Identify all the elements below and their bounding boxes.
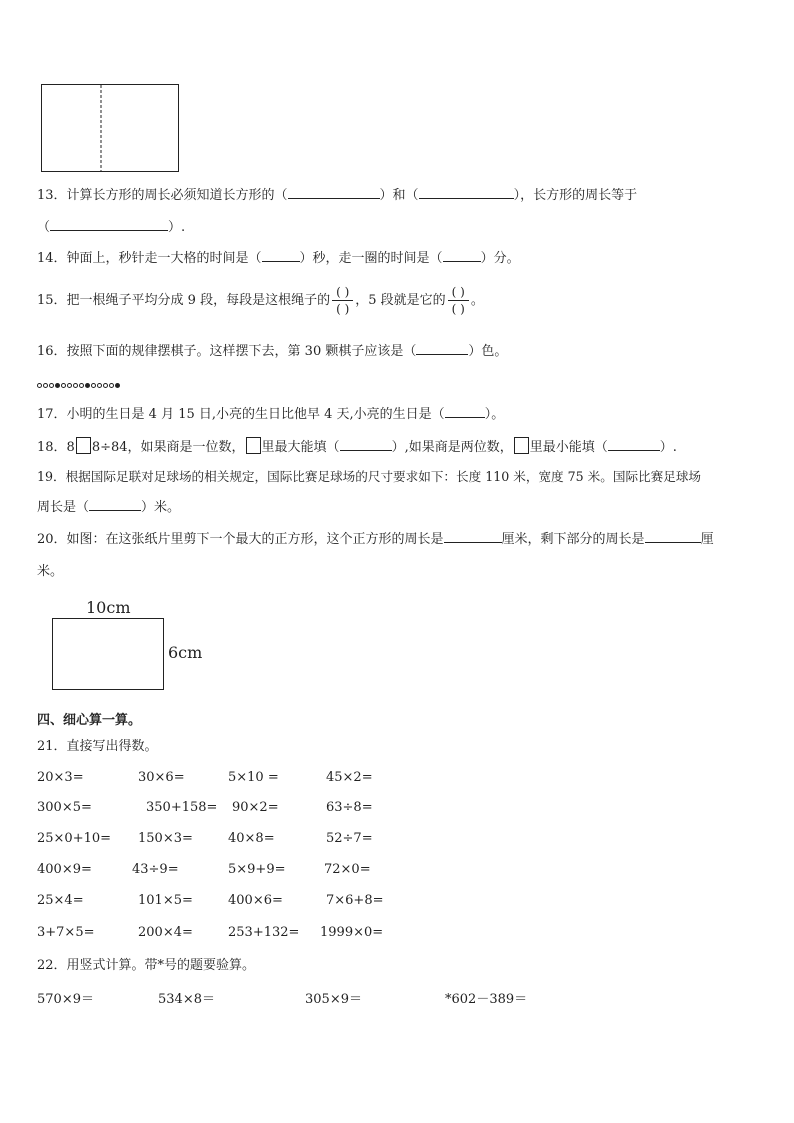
question-14 <box>37 249 520 268</box>
calc-item: 72×0= <box>324 862 371 877</box>
q18-box-1[interactable] <box>76 437 91 454</box>
calc-item: 43÷9= <box>132 862 179 877</box>
section-4-title: 四、细心算一算。 <box>37 713 142 728</box>
white-piece-icon <box>73 383 78 388</box>
q20-line2: 米。 <box>37 564 64 579</box>
q16-blank[interactable] <box>416 342 468 355</box>
q15-fraction-2[interactable] <box>448 284 469 317</box>
calc-item: 5×9+9= <box>228 862 286 877</box>
q18-blank-2[interactable] <box>608 438 660 451</box>
q15-text-a: 15．把一根绳子平均分成 9 段，每段是这根绳子的 <box>37 293 331 308</box>
calc-item: 200×4= <box>138 925 193 940</box>
q18-box-2[interactable] <box>246 437 261 454</box>
calc-item: 30×6= <box>138 770 185 785</box>
vertical-calc-item: 570×9＝ <box>37 992 94 1007</box>
white-piece-icon <box>91 383 96 388</box>
q15-text-b: ，5 段就是它的 <box>355 293 446 308</box>
q18-text-a: 18．8 <box>37 440 75 455</box>
question-13 <box>37 186 637 205</box>
question-17 <box>37 405 504 424</box>
white-piece-icon <box>79 383 84 388</box>
q15-frac1-bottom: ( ) <box>336 302 350 316</box>
calc-item: 63÷8= <box>326 800 373 815</box>
vertical-calc-item: 534×8＝ <box>158 992 215 1007</box>
question-20-line2 <box>37 563 63 581</box>
q16-text-b: ）色。 <box>468 344 508 359</box>
q18-text-c: 里最大能填（ <box>261 440 340 455</box>
q15-frac2-bottom: ( ) <box>451 302 465 316</box>
q14-text-a: 14．钟面上，秒针走一大格的时间是（ <box>37 251 262 266</box>
white-piece-icon <box>43 383 48 388</box>
vertical-calc-item: *602－389＝ <box>445 992 528 1007</box>
calc-item: 40×8= <box>228 831 275 846</box>
q17-text-b: ）。 <box>484 407 505 422</box>
height-label: 6cm <box>168 643 203 662</box>
q19-text-a: 周长是（ <box>37 500 90 515</box>
q13-text-c: ），长方形的周长等于 <box>513 188 638 203</box>
chess-piece-pattern <box>37 375 121 387</box>
q14-text-b: ）秒，走一圈的时间是（ <box>299 251 443 266</box>
q18-text-e: 里最小能填（ <box>529 440 608 455</box>
q20-text-a: 20．如图：在这张纸片里剪下一个最大的正方形，这个正方形的周长是 <box>37 532 444 547</box>
vertical-calc-item: 305×9＝ <box>305 992 362 1007</box>
q15-text-c: 。 <box>470 293 484 308</box>
calc-item: 25×4= <box>37 893 84 908</box>
black-piece-icon <box>55 383 60 388</box>
question-18 <box>37 437 677 457</box>
q17-blank[interactable] <box>445 405 485 418</box>
calc-item: 253+132= <box>228 925 300 940</box>
width-label: 10cm <box>86 598 131 617</box>
q15-frac2-top: ( ) <box>448 284 469 301</box>
calc-item: 350+158= <box>146 800 218 815</box>
q14-blank-1[interactable] <box>262 249 300 262</box>
white-piece-icon <box>67 383 72 388</box>
q17-text: 17．小明的生日是 4 月 15 日,小亮的生日比他早 4 天,小亮的生日是（ <box>37 407 445 422</box>
q13-text-a: 13．计算长方形的周长必须知道长方形的（ <box>37 188 288 203</box>
calc-item: 20×3= <box>37 770 84 785</box>
q13-text-b: ）和（ <box>379 188 419 203</box>
white-piece-icon <box>37 383 42 388</box>
black-piece-icon <box>85 383 90 388</box>
q18-text-f: ）. <box>659 440 677 455</box>
calc-item: 1999×0= <box>320 925 384 940</box>
rectangle-figure <box>52 598 212 693</box>
white-piece-icon <box>109 383 114 388</box>
calc-item: 150×3= <box>138 831 193 846</box>
q13-blank-1[interactable] <box>288 186 380 199</box>
calc-item: 400×9= <box>37 862 92 877</box>
calc-item: 90×2= <box>232 800 279 815</box>
paper-outline <box>42 85 179 172</box>
white-piece-icon <box>61 383 66 388</box>
folded-paper-figure <box>41 84 178 172</box>
white-piece-icon <box>103 383 108 388</box>
folded-paper-svg <box>41 84 180 174</box>
q18-text-d: ）,如果商是两位数， <box>391 440 513 455</box>
q14-blank-2[interactable] <box>443 249 481 262</box>
q14-text-c: ）分。 <box>480 251 520 266</box>
q15-frac1-top: ( ) <box>332 284 353 301</box>
white-piece-icon <box>97 383 102 388</box>
calc-item: 300×5= <box>37 800 92 815</box>
calc-item: 45×2= <box>326 770 373 785</box>
calc-item: 400×6= <box>228 893 283 908</box>
question-19 <box>37 468 701 486</box>
q15-fraction-1[interactable] <box>332 284 353 317</box>
q13-text-e: ）. <box>168 220 186 235</box>
question-13-line2 <box>37 218 185 237</box>
calc-item: 3+7×5= <box>37 925 95 940</box>
question-16 <box>37 342 507 361</box>
black-piece-icon <box>115 383 120 388</box>
question-19-line2 <box>37 498 180 517</box>
q19-line1: 19．根据国际足联对足球场的相关规定，国际比赛足球场的尺寸要求如下：长度 110 米，宽度 75 米。国际比赛足球场 <box>37 469 702 484</box>
calc-item: 25×0+10= <box>37 831 112 846</box>
question-15 <box>37 284 484 317</box>
q20-blank-2[interactable] <box>645 530 701 543</box>
q13-text-d: （ <box>37 220 51 235</box>
q20-text-c: 厘 <box>700 532 714 547</box>
q19-blank[interactable] <box>89 498 141 511</box>
q16-text-a: 16．按照下面的规律摆棋子。这样摆下去，第 30 颗棋子应该是（ <box>37 344 417 359</box>
calc-item: 5×10 = <box>228 770 279 785</box>
calc-item: 52÷7= <box>326 831 373 846</box>
q20-blank-1[interactable] <box>444 530 502 543</box>
question-22-title: 22．用竖式计算。带*号的题要验算。 <box>37 958 256 973</box>
rectangle-shape <box>52 618 164 690</box>
calc-item: 101×5= <box>138 893 193 908</box>
calc-item: 7×6+8= <box>326 893 384 908</box>
white-piece-icon <box>49 383 54 388</box>
q13-blank-2[interactable] <box>419 186 514 199</box>
question-21-title: 21．直接写出得数。 <box>37 739 158 754</box>
q18-blank-1[interactable] <box>340 438 392 451</box>
q19-text-b: ）米。 <box>141 500 181 515</box>
q18-text-b: 8÷84，如果商是一位数， <box>91 440 245 455</box>
q20-text-b: 厘米，剩下部分的周长是 <box>501 532 645 547</box>
question-20 <box>37 530 714 549</box>
q13-blank-3[interactable] <box>50 218 168 231</box>
q18-box-3[interactable] <box>514 437 529 454</box>
